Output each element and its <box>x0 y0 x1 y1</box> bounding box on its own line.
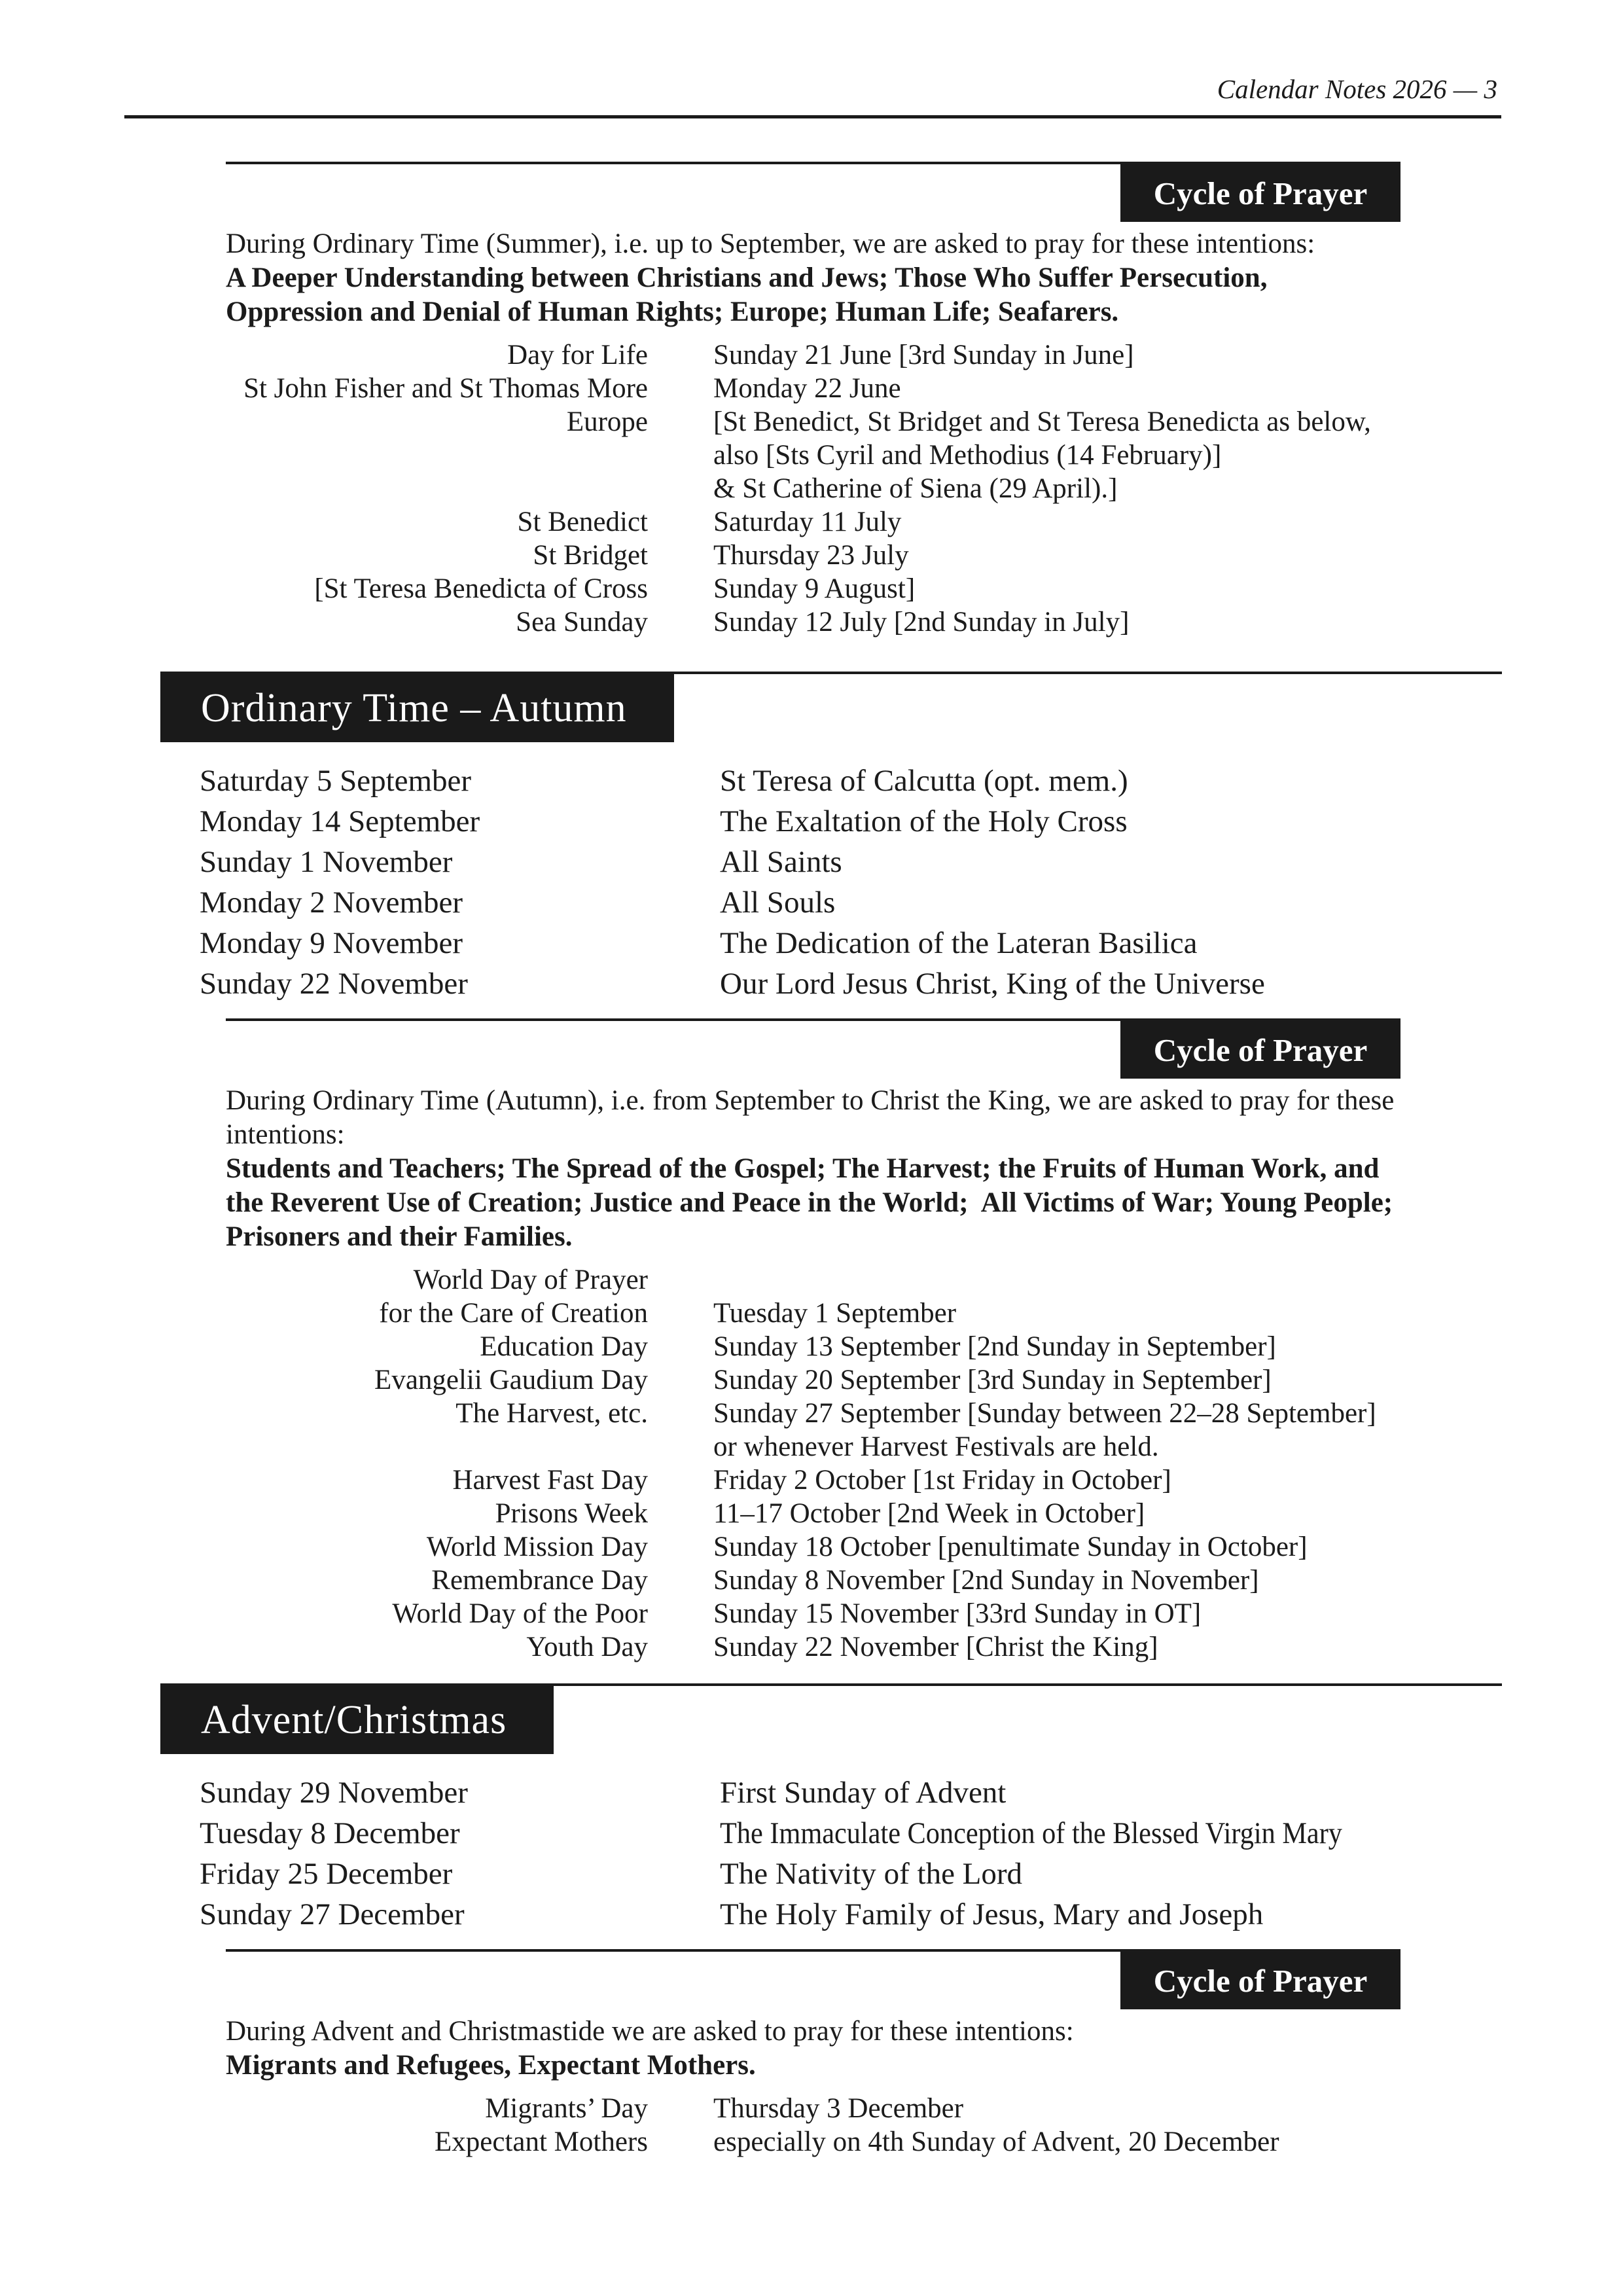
date-cell: Friday 25 December <box>200 1857 453 1891</box>
table-row <box>226 338 1400 372</box>
table-row <box>200 1772 1502 1813</box>
date-value-cell: Sunday 27 September [Sunday between 22–28 September] <box>713 1398 1376 1429</box>
day-label-cell: Youth Day <box>526 1632 648 1662</box>
day-label-cell: Prisons Week <box>495 1498 648 1529</box>
table-row <box>226 1497 1400 1530</box>
feast-table <box>200 1772 1502 1935</box>
day-label-cell: Europe <box>566 406 648 437</box>
feast-cell: The Dedication of the Lateran Basilica <box>720 926 1198 960</box>
date-value-cell: Friday 2 October [1st Friday in October] <box>713 1465 1171 1496</box>
date-value-cell: & St Catherine of Siena (29 April).] <box>713 473 1118 504</box>
intentions-paragraph: A Deeper Understanding between Christians and Jews; Those Who Suffer Persecution, Oppression and Denial of Human Rights; Europe; Human Life; Seafarers. <box>226 262 1268 327</box>
day-label-cell: [St Teresa Benedicta of Cross <box>314 573 648 604</box>
table-row <box>226 439 1400 472</box>
intro-paragraph: During Ordinary Time (Summer), i.e. up to September, we are asked to pray for these intentions: <box>226 228 1315 259</box>
date-value-cell <box>713 1263 1400 1297</box>
table-row <box>226 505 1400 539</box>
intentions-paragraph: Migrants and Refugees, Expectant Mothers. <box>226 2050 756 2081</box>
date-value-cell: Sunday 15 November [33rd Sunday in OT] <box>713 1598 1202 1629</box>
date-value-cell: especially on 4th Sunday of Advent, 20 December <box>713 2126 1279 2157</box>
feast-cell: The Exaltation of the Holy Cross <box>720 804 1128 838</box>
date-value-cell: Sunday 22 November [Christ the King] <box>713 1632 1158 1662</box>
table-row <box>226 1597 1400 1630</box>
day-label-cell: for the Care of Creation <box>379 1298 648 1329</box>
date-cell: Sunday 1 November <box>200 845 453 879</box>
cycle-of-prayer-block-advent <box>226 1949 1400 2159</box>
table-row <box>200 1854 1502 1894</box>
day-label-cell: World Mission Day <box>426 1532 648 1562</box>
table-row <box>226 572 1400 605</box>
date-value-cell: Saturday 11 July <box>713 507 902 537</box>
table-row <box>226 1463 1400 1497</box>
section-header-rule <box>160 672 1502 742</box>
date-value-cell: 11–17 October [2nd Week in October] <box>713 1498 1145 1529</box>
date-value-cell: Sunday 18 October [penultimate Sunday in October] <box>713 1532 1308 1562</box>
table-row <box>200 761 1502 801</box>
feast-cell <box>720 1813 1502 1854</box>
feast-cell: The Holy Family of Jesus, Mary and Joseph <box>720 1897 1264 1931</box>
table-row <box>226 1363 1400 1397</box>
day-label-cell: Migrants’ Day <box>485 2093 648 2124</box>
day-label-cell <box>226 472 648 505</box>
date-value-cell: Sunday 21 June [3rd Sunday in June] <box>713 340 1134 370</box>
cycle-of-prayer-badge: Cycle of Prayer <box>1120 1952 1400 2009</box>
header-rule <box>124 115 1501 118</box>
feast-cell: The Nativity of the Lord <box>720 1857 1023 1891</box>
cycle-of-prayer-rule <box>226 162 1400 223</box>
day-label-cell <box>226 439 648 472</box>
date-cell: Tuesday 8 December <box>200 1816 460 1850</box>
table-row <box>226 605 1400 639</box>
table-row <box>200 842 1502 882</box>
table-row <box>226 2125 1400 2159</box>
date-cell: Monday 2 November <box>200 886 463 920</box>
date-value-cell: Tuesday 1 September <box>713 1298 957 1329</box>
table-row <box>226 2092 1400 2125</box>
day-label-cell: Harvest Fast Day <box>452 1465 648 1496</box>
section-advent-christmas <box>160 1683 1502 1935</box>
table-row <box>200 882 1502 923</box>
cycle-of-prayer-badge: Cycle of Prayer <box>1120 164 1400 222</box>
feast-cell: All Souls <box>720 886 836 920</box>
intro-paragraph: During Ordinary Time (Autumn), i.e. from September to Christ the King, we are asked to pray for these intentions: <box>226 1085 1395 1150</box>
date-cell: Sunday 22 November <box>200 967 468 1001</box>
day-label-cell: Sea Sunday <box>516 607 648 637</box>
page-header <box>0 73 1497 105</box>
table-row <box>226 1330 1400 1363</box>
intro-paragraph: During Advent and Christmastide we are asked to pray for these intentions: <box>226 2016 1074 2047</box>
date-value-cell: Sunday 12 July [2nd Sunday in July] <box>713 607 1130 637</box>
date-value-cell: Sunday 8 November [2nd Sunday in November] <box>713 1565 1259 1596</box>
table-row <box>226 405 1400 439</box>
table-row <box>226 372 1400 405</box>
cycle-of-prayer-rule <box>226 1018 1400 1080</box>
date-cell: Saturday 5 September <box>200 764 472 798</box>
date-value-cell: [St Benedict, St Bridget and St Teresa Benedicta as below, <box>713 406 1371 437</box>
intentions-paragraph: Students and Teachers; The Spread of the Gospel; The Harvest; the Fruits of Human Work, and the Reverent Use of Creation; Justice and Peace in the World; All Victims of War; Young People; Prisoners and their Families. <box>226 1153 1393 1252</box>
table-row <box>226 1397 1400 1430</box>
table-row <box>226 1530 1400 1564</box>
cycle-of-prayer-badge: Cycle of Prayer <box>1120 1021 1400 1079</box>
table-row <box>200 923 1502 963</box>
table-row <box>200 1813 1502 1854</box>
table-row <box>226 1263 1400 1297</box>
date-cell: Sunday 27 December <box>200 1897 465 1931</box>
table-row <box>200 801 1502 842</box>
day-label-cell <box>226 1430 648 1463</box>
day-label-cell: St John Fisher and St Thomas More <box>243 373 648 404</box>
date-value-cell: Monday 22 June <box>713 373 901 404</box>
date-cell: Monday 14 September <box>200 804 480 838</box>
feast-table <box>200 761 1502 1004</box>
table-row <box>226 1297 1400 1330</box>
table-row <box>200 1894 1502 1935</box>
cycle-of-prayer-block-autumn <box>226 1018 1400 1664</box>
section-header-rule <box>160 1683 1502 1754</box>
table-row <box>226 1564 1400 1597</box>
day-label-cell: St Bridget <box>533 540 648 571</box>
table-row <box>200 963 1502 1004</box>
day-label-cell: St Benedict <box>517 507 648 537</box>
date-value-cell: Thursday 3 December <box>713 2093 964 2124</box>
prayer-days-table <box>226 2092 1400 2159</box>
page-title: Calendar Notes 2026 — 3 <box>1217 74 1497 104</box>
cycle-of-prayer-rule <box>226 1949 1400 2011</box>
feast-text: The Immaculate Conception of the Blessed Virgin Mary <box>720 1816 1342 1850</box>
day-label-cell: Expectant Mothers <box>435 2126 648 2157</box>
date-value-cell: or whenever Harvest Festivals are held. <box>713 1431 1159 1462</box>
prayer-days-table <box>226 338 1400 639</box>
date-value-cell: Sunday 9 August] <box>713 573 916 604</box>
date-value-cell: Sunday 20 September [3rd Sunday in September] <box>713 1365 1272 1395</box>
feast-cell: Our Lord Jesus Christ, King of the Universe <box>720 967 1265 1001</box>
date-value-cell: Thursday 23 July <box>713 540 909 571</box>
day-label-cell: Remembrance Day <box>431 1565 648 1596</box>
feast-cell: All Saints <box>720 845 842 879</box>
day-label-cell: World Day of Prayer <box>413 1265 648 1295</box>
date-cell: Monday 9 November <box>200 926 463 960</box>
day-label-cell: World Day of the Poor <box>392 1598 648 1629</box>
date-value-cell: also [Sts Cyril and Methodius (14 February)] <box>713 440 1222 471</box>
section-title-banner: Ordinary Time – Autumn <box>160 674 674 742</box>
day-label-cell: The Harvest, etc. <box>455 1398 648 1429</box>
day-label-cell: Education Day <box>480 1331 648 1362</box>
date-value-cell: Sunday 13 September [2nd Sunday in September] <box>713 1331 1276 1362</box>
day-label-cell: Evangelii Gaudium Day <box>374 1365 648 1395</box>
prayer-days-table <box>226 1263 1400 1664</box>
table-row <box>226 472 1400 505</box>
section-title-banner: Advent/Christmas <box>160 1686 554 1754</box>
date-cell: Sunday 29 November <box>200 1776 468 1810</box>
cycle-of-prayer-block-summer <box>226 162 1400 639</box>
feast-cell: First Sunday of Advent <box>720 1776 1007 1810</box>
table-row <box>226 539 1400 572</box>
table-row <box>226 1430 1400 1463</box>
day-label-cell: Day for Life <box>507 340 648 370</box>
feast-cell: St Teresa of Calcutta (opt. mem.) <box>720 764 1128 798</box>
table-row <box>226 1630 1400 1664</box>
section-ordinary-time-autumn <box>160 672 1502 1004</box>
